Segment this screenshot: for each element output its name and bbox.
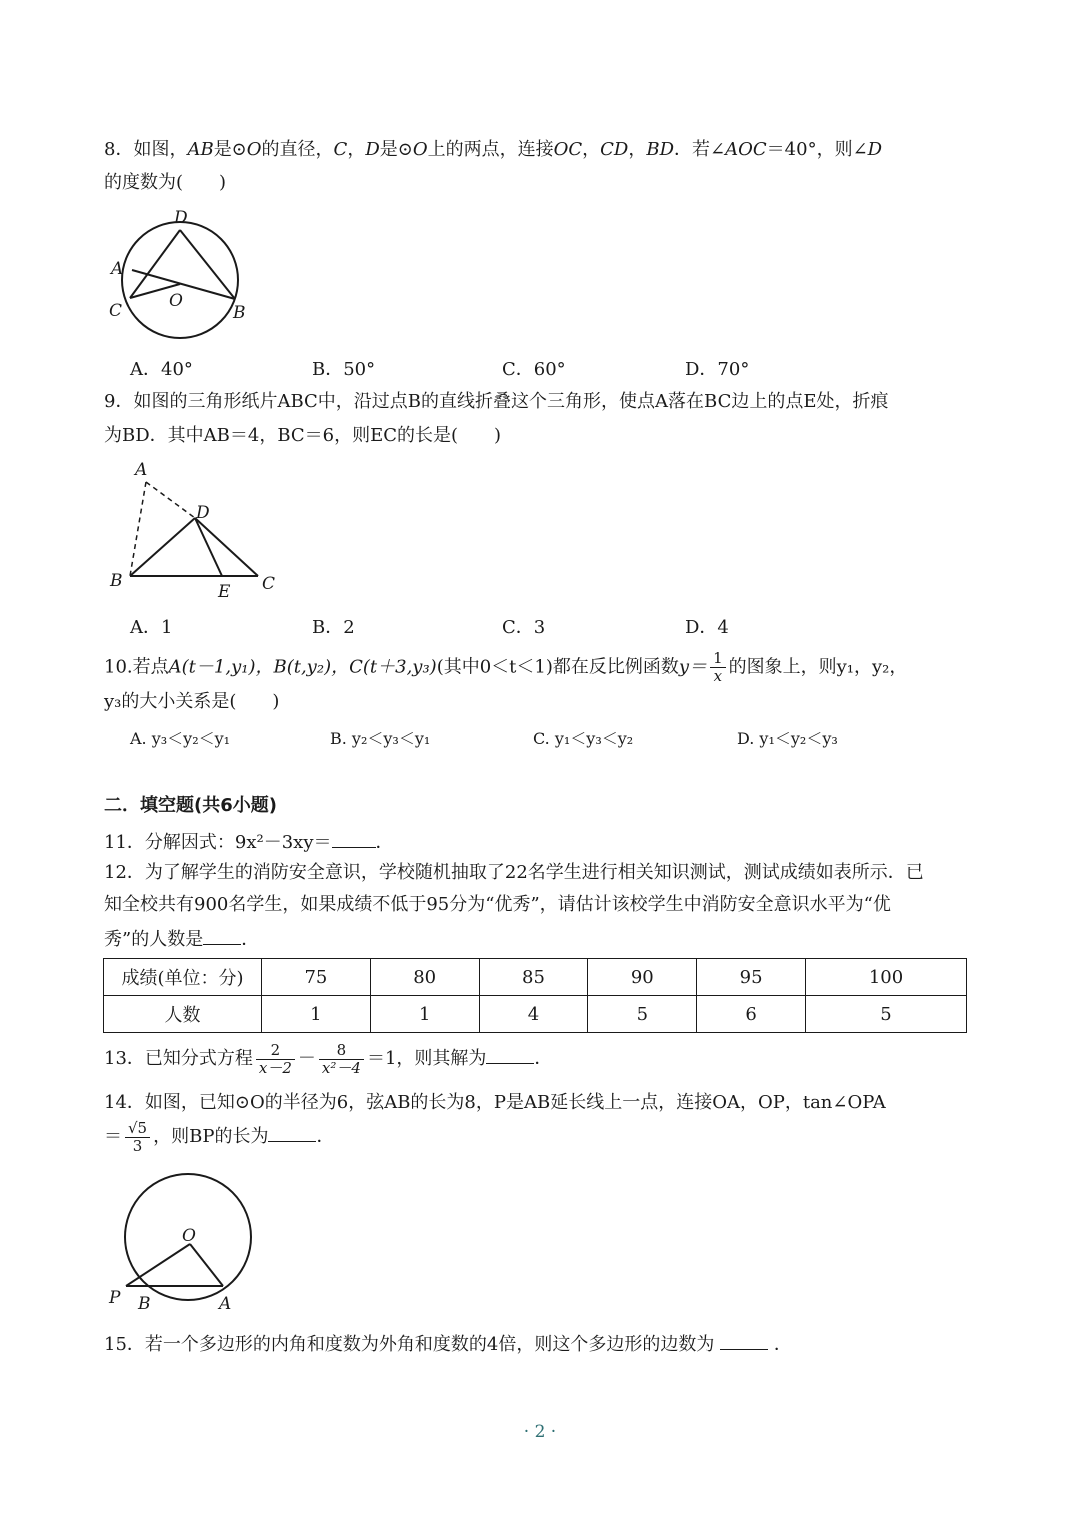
q9-line2: 为BD．其中AB＝4，BC＝6，则EC的长是( ) xyxy=(104,425,502,446)
q14-label-a: A xyxy=(219,1294,232,1314)
q8-option-a[interactable]: A．40° xyxy=(130,359,193,380)
page-number: · 2 · xyxy=(523,1422,557,1442)
q14-label-b: B xyxy=(138,1294,151,1314)
q10-option-a[interactable]: A. y₃＜y₂＜y₁ xyxy=(130,729,231,748)
table-header-score: 成绩(单位：分) xyxy=(104,959,262,996)
table-cell: 5 xyxy=(588,996,697,1033)
q8-label-d: D xyxy=(174,208,188,228)
q9-option-d[interactable]: D．4 xyxy=(685,617,729,638)
q14-fraction: $\frac{√5}{3}$ xyxy=(125,1120,150,1155)
q9-option-b[interactable]: B．2 xyxy=(312,617,355,638)
q9-label-d: D xyxy=(196,503,210,523)
table-cell: 4 xyxy=(479,996,588,1033)
table-cell: 1 xyxy=(370,996,479,1033)
q9-label-e: E xyxy=(218,582,231,602)
q13-fraction-1: $\frac{2}{x-2}$ xyxy=(256,1042,295,1077)
q15-line: 15．若一个多边形的内角和度数为外角和度数的4倍，则这个多边形的边数为 ． xyxy=(104,1331,792,1357)
q9-option-a[interactable]: A．1 xyxy=(130,617,173,638)
q8-label-o: O xyxy=(169,291,183,311)
q10-option-d[interactable]: D. y₁＜y₂＜y₃ xyxy=(737,729,838,748)
q15-answer-blank[interactable] xyxy=(720,1331,768,1350)
q9-option-c[interactable]: C．3 xyxy=(502,617,546,638)
q10-line2: y₃的大小关系是( ) xyxy=(104,691,280,712)
q12-line3: 秀”的人数是 ． xyxy=(104,926,259,952)
q8-option-b[interactable]: B．50° xyxy=(312,359,376,380)
q10-option-c[interactable]: C. y₁＜y₃＜y₂ xyxy=(533,729,634,748)
q13-line: 13．已知分式方程 $\frac{2}{x-2}$ － $\frac{8}{\text{x²－4}}$ ＝1，则其解为 ． xyxy=(104,1040,553,1077)
q8-label-b: B xyxy=(233,303,246,323)
table-cell: 95 xyxy=(697,959,806,996)
q12-line1: 12．为了解学生的消防安全意识，学校随机抽取了22名学生进行相关知识测试，测试成绩如表所示．已 xyxy=(104,862,924,883)
q11-line: 11．分解因式：9x²－3xy＝ ． xyxy=(104,829,394,855)
q14-label-p: P xyxy=(109,1288,121,1308)
table-cell: 80 xyxy=(370,959,479,996)
q13-answer-blank[interactable] xyxy=(486,1045,534,1064)
table-row-scores xyxy=(104,959,967,996)
table-header-count: 人数 xyxy=(104,996,262,1033)
q14-line1: 14．如图，已知⊙O的半径为6，弦AB的长为8，P是AB延长线上一点，连接OA，OP，tan∠OPA xyxy=(104,1092,886,1113)
q9-label-a: A xyxy=(135,460,148,480)
table-cell: 90 xyxy=(588,959,697,996)
table-cell: 100 xyxy=(805,959,966,996)
q14-circle-figure xyxy=(100,1170,270,1320)
q12-answer-blank[interactable] xyxy=(203,926,241,945)
section2-title: 二．填空题(共6小题) xyxy=(104,795,277,816)
q8-option-c[interactable]: C．60° xyxy=(502,359,566,380)
table-cell: 75 xyxy=(262,959,371,996)
q12-line2: 知全校共有900名学生，如果成绩不低于95分为“优秀”，请估计该校学生中消防安全意识水平为“优 xyxy=(104,894,891,915)
table-row-counts xyxy=(104,996,967,1033)
q9-triangle-figure xyxy=(100,455,290,605)
q8-label-c: C xyxy=(109,301,123,321)
table-cell: 1 xyxy=(262,996,371,1033)
q8-option-d[interactable]: D．70° xyxy=(685,359,750,380)
q8-line2: 的度数为( ) xyxy=(104,172,227,193)
table-cell: 6 xyxy=(697,996,806,1033)
table-cell: 5 xyxy=(805,996,966,1033)
q10-fraction: $\frac{1}{x}$ xyxy=(710,650,726,685)
q13-fraction-2: $\frac{8}{\text{x²－4}}$ xyxy=(319,1042,364,1077)
q9-label-c: C xyxy=(262,574,276,594)
q9-line1: 9．如图的三角形纸片ABC中，沿过点B的直线折叠这个三角形，使点A落在BC边上的点E处，折痕 xyxy=(104,391,889,412)
q8-line1: 8．如图，AB是⊙O的直径，C，D是⊙O上的两点，连接OC，CD，BD．若∠AOC＝40°，则∠D xyxy=(104,139,883,160)
q10-line1: 10.若点A(t－1,y₁)，B(t,y₂)，C(t＋3,y₃)(其中0＜t＜1)都在反比例函数y＝ $\frac{1}{x}$ 的图象上，则y₁，y₂， xyxy=(104,649,908,685)
q8-circle-figure xyxy=(100,200,260,350)
q10-option-b[interactable]: B. y₂＜y₃＜y₁ xyxy=(330,729,431,748)
q9-label-b: B xyxy=(110,571,123,591)
table-cell: 85 xyxy=(479,959,588,996)
q12-score-table xyxy=(103,958,967,1033)
q11-answer-blank[interactable] xyxy=(332,829,376,848)
q8-label-a: A xyxy=(111,259,124,279)
q14-answer-blank[interactable] xyxy=(268,1123,316,1142)
q14-label-o: O xyxy=(182,1226,196,1246)
q14-line2: ＝ $\frac{√5}{3}$ ，则BP的长为 ． xyxy=(104,1118,335,1155)
